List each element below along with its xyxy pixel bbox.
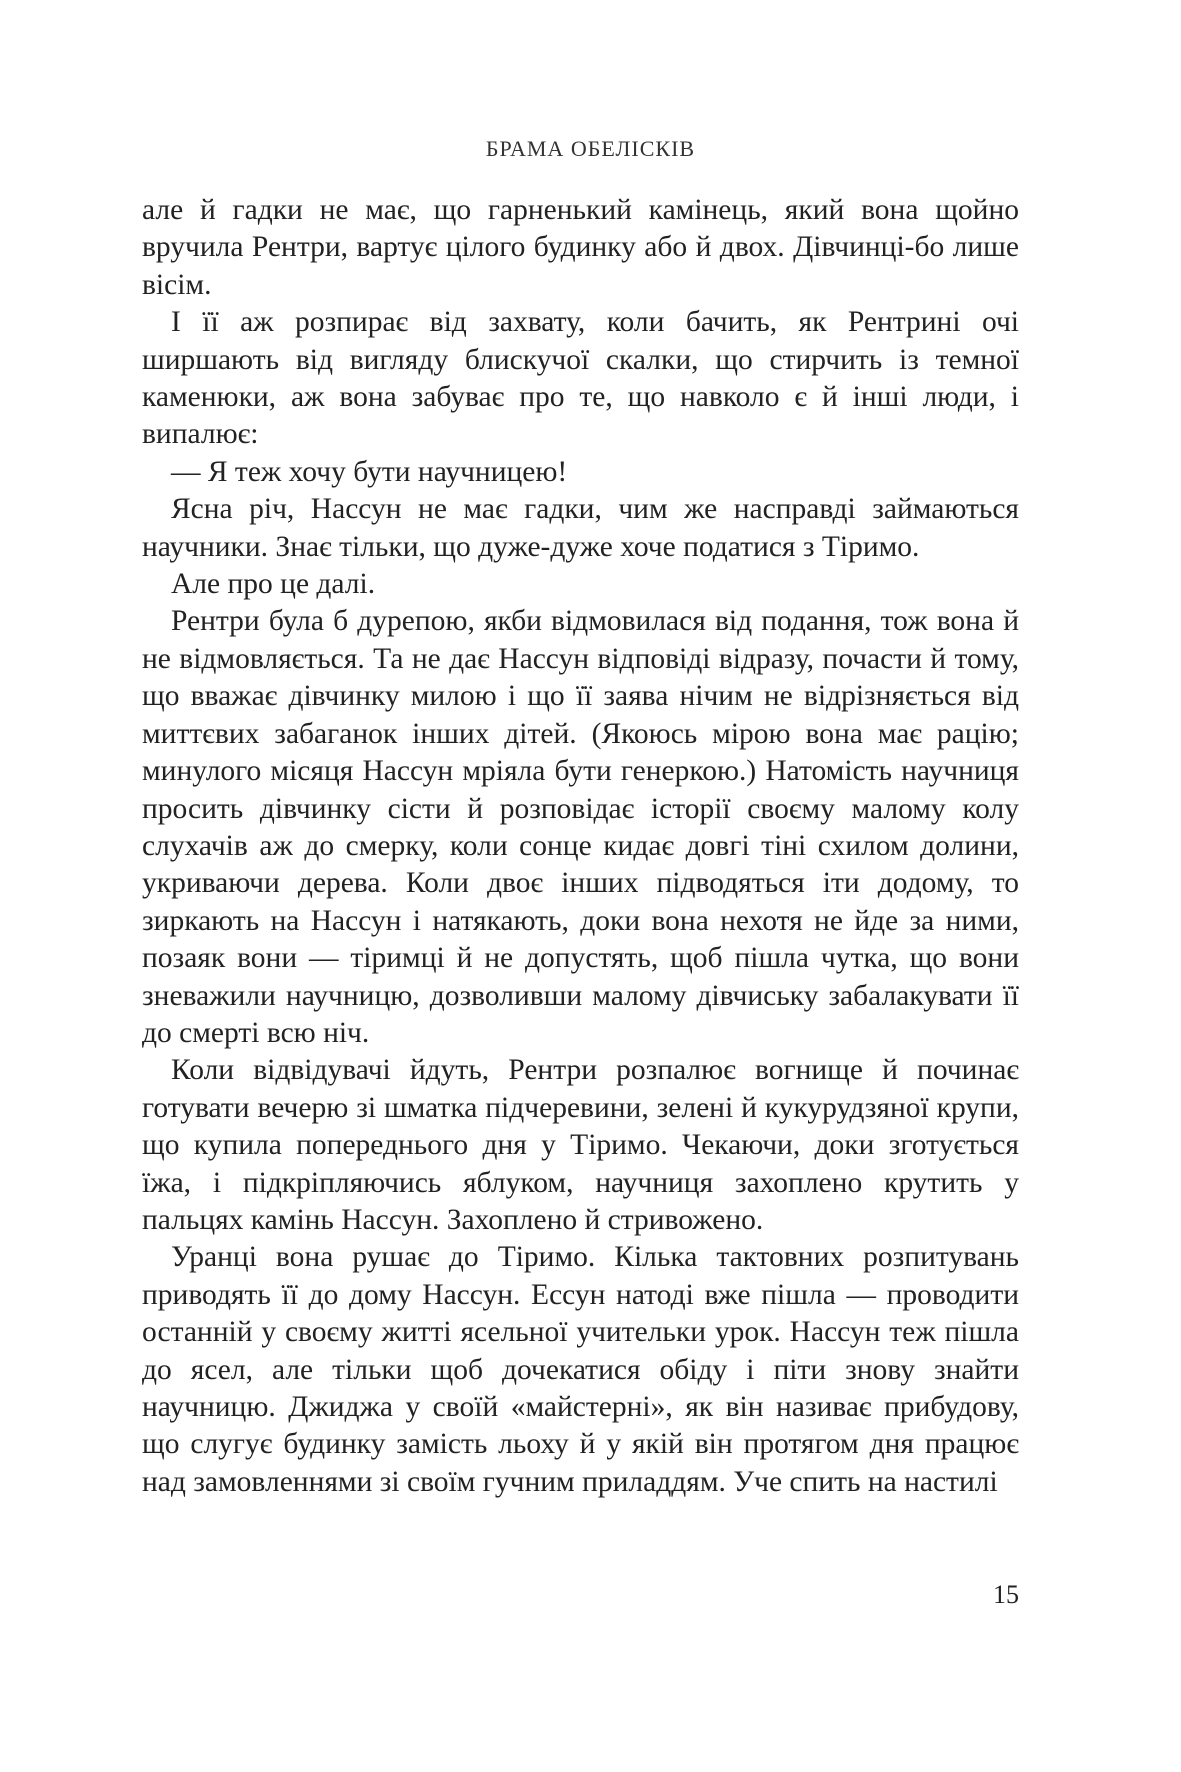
paragraph-7: Коли відвідувачі йдуть, Рентри розпалює вогнище й починає готувати вечерю зі шматка підчеревини, зелені й кукурудзяної крупи, що купила попереднього дня у Тіримо. Чекаючи, доки зготується їжа, і підкріпляючись яблуком, научниця захоплено крутить у пальцях камінь Нассун. Захоплено й стривожено. xyxy=(142,1054,1019,1236)
paragraph-2: І її аж розпирає від захвату, коли бачить, як Рентрині очі ширшають від вигляду блискучої скалки, що стирчить із темної каменюки, аж вона забуває про те, що навколо є й інші люди, і випалює: xyxy=(142,306,1019,451)
body-text xyxy=(142,192,1019,1501)
paragraph-3-dialogue: — Я теж хочу бути научницею! xyxy=(171,455,568,488)
paragraph-8: Уранці вона рушає до Тіримо. Кілька тактовних розпитувань приводять її до дому Нассун. Ессун натоді вже пішла — проводити останній у своєму житті ясельної учительки урок. Нассун теж пішла до ясел, але тільки щоб дочекатися обіду і піти знову знайти научницю. Джиджа у своїй «майстерні», як він називає прибудову, що слугує будинку замість льоху й у якій він протягом дня працює над замовленнями зі своїм гучним приладдям. Уче спить на настилі xyxy=(142,1241,1019,1498)
page-number: 15 xyxy=(993,1580,1019,1609)
paragraph-1: але й гадки не має, що гарненький камінець, який вона щойно вручила Рентри, вартує цілого будинку або й двох. Дівчинці-бо лише вісім. xyxy=(142,194,1019,301)
paragraph-5: Але про це далі. xyxy=(171,568,376,601)
running-header: БРАМА ОБЕЛІСКІВ xyxy=(485,136,696,161)
paragraph-6: Рентри була б дурепою, якби відмовилася від подання, тож вона й не відмовляється. Та не дає Нассун відповіді відразу, почасти й тому, що вважає дівчинку милою і що її заява нічим не відрізняється від миттєвих забаганок інших дітей. (Якоюсь мірою вона має рацію; минулого місяця Нассун мріяла бути генеркою.) Натомість научниця просить дівчинку сісти й розповідає історії своєму малому колу слухачів аж до смерку, коли сонце кидає довгі тіні схилом долини, укриваючи дерева. Коли двоє інших підводяться іти додому, то зиркають на Нассун і натякають, доки вона нехотя не йде за ними, позаяк вони — тіримці й не допустять, щоб пішла чутка, що вони зневажили научницю, дозволивши малому дівчиську забалакувати її до смерті всю ніч. xyxy=(142,605,1019,1049)
paragraph-4: Ясна річ, Нассун не має гадки, чим же насправді займаються научники. Знає тільки, що дуже-дуже хоче податися з Тіримо. xyxy=(142,493,1019,563)
